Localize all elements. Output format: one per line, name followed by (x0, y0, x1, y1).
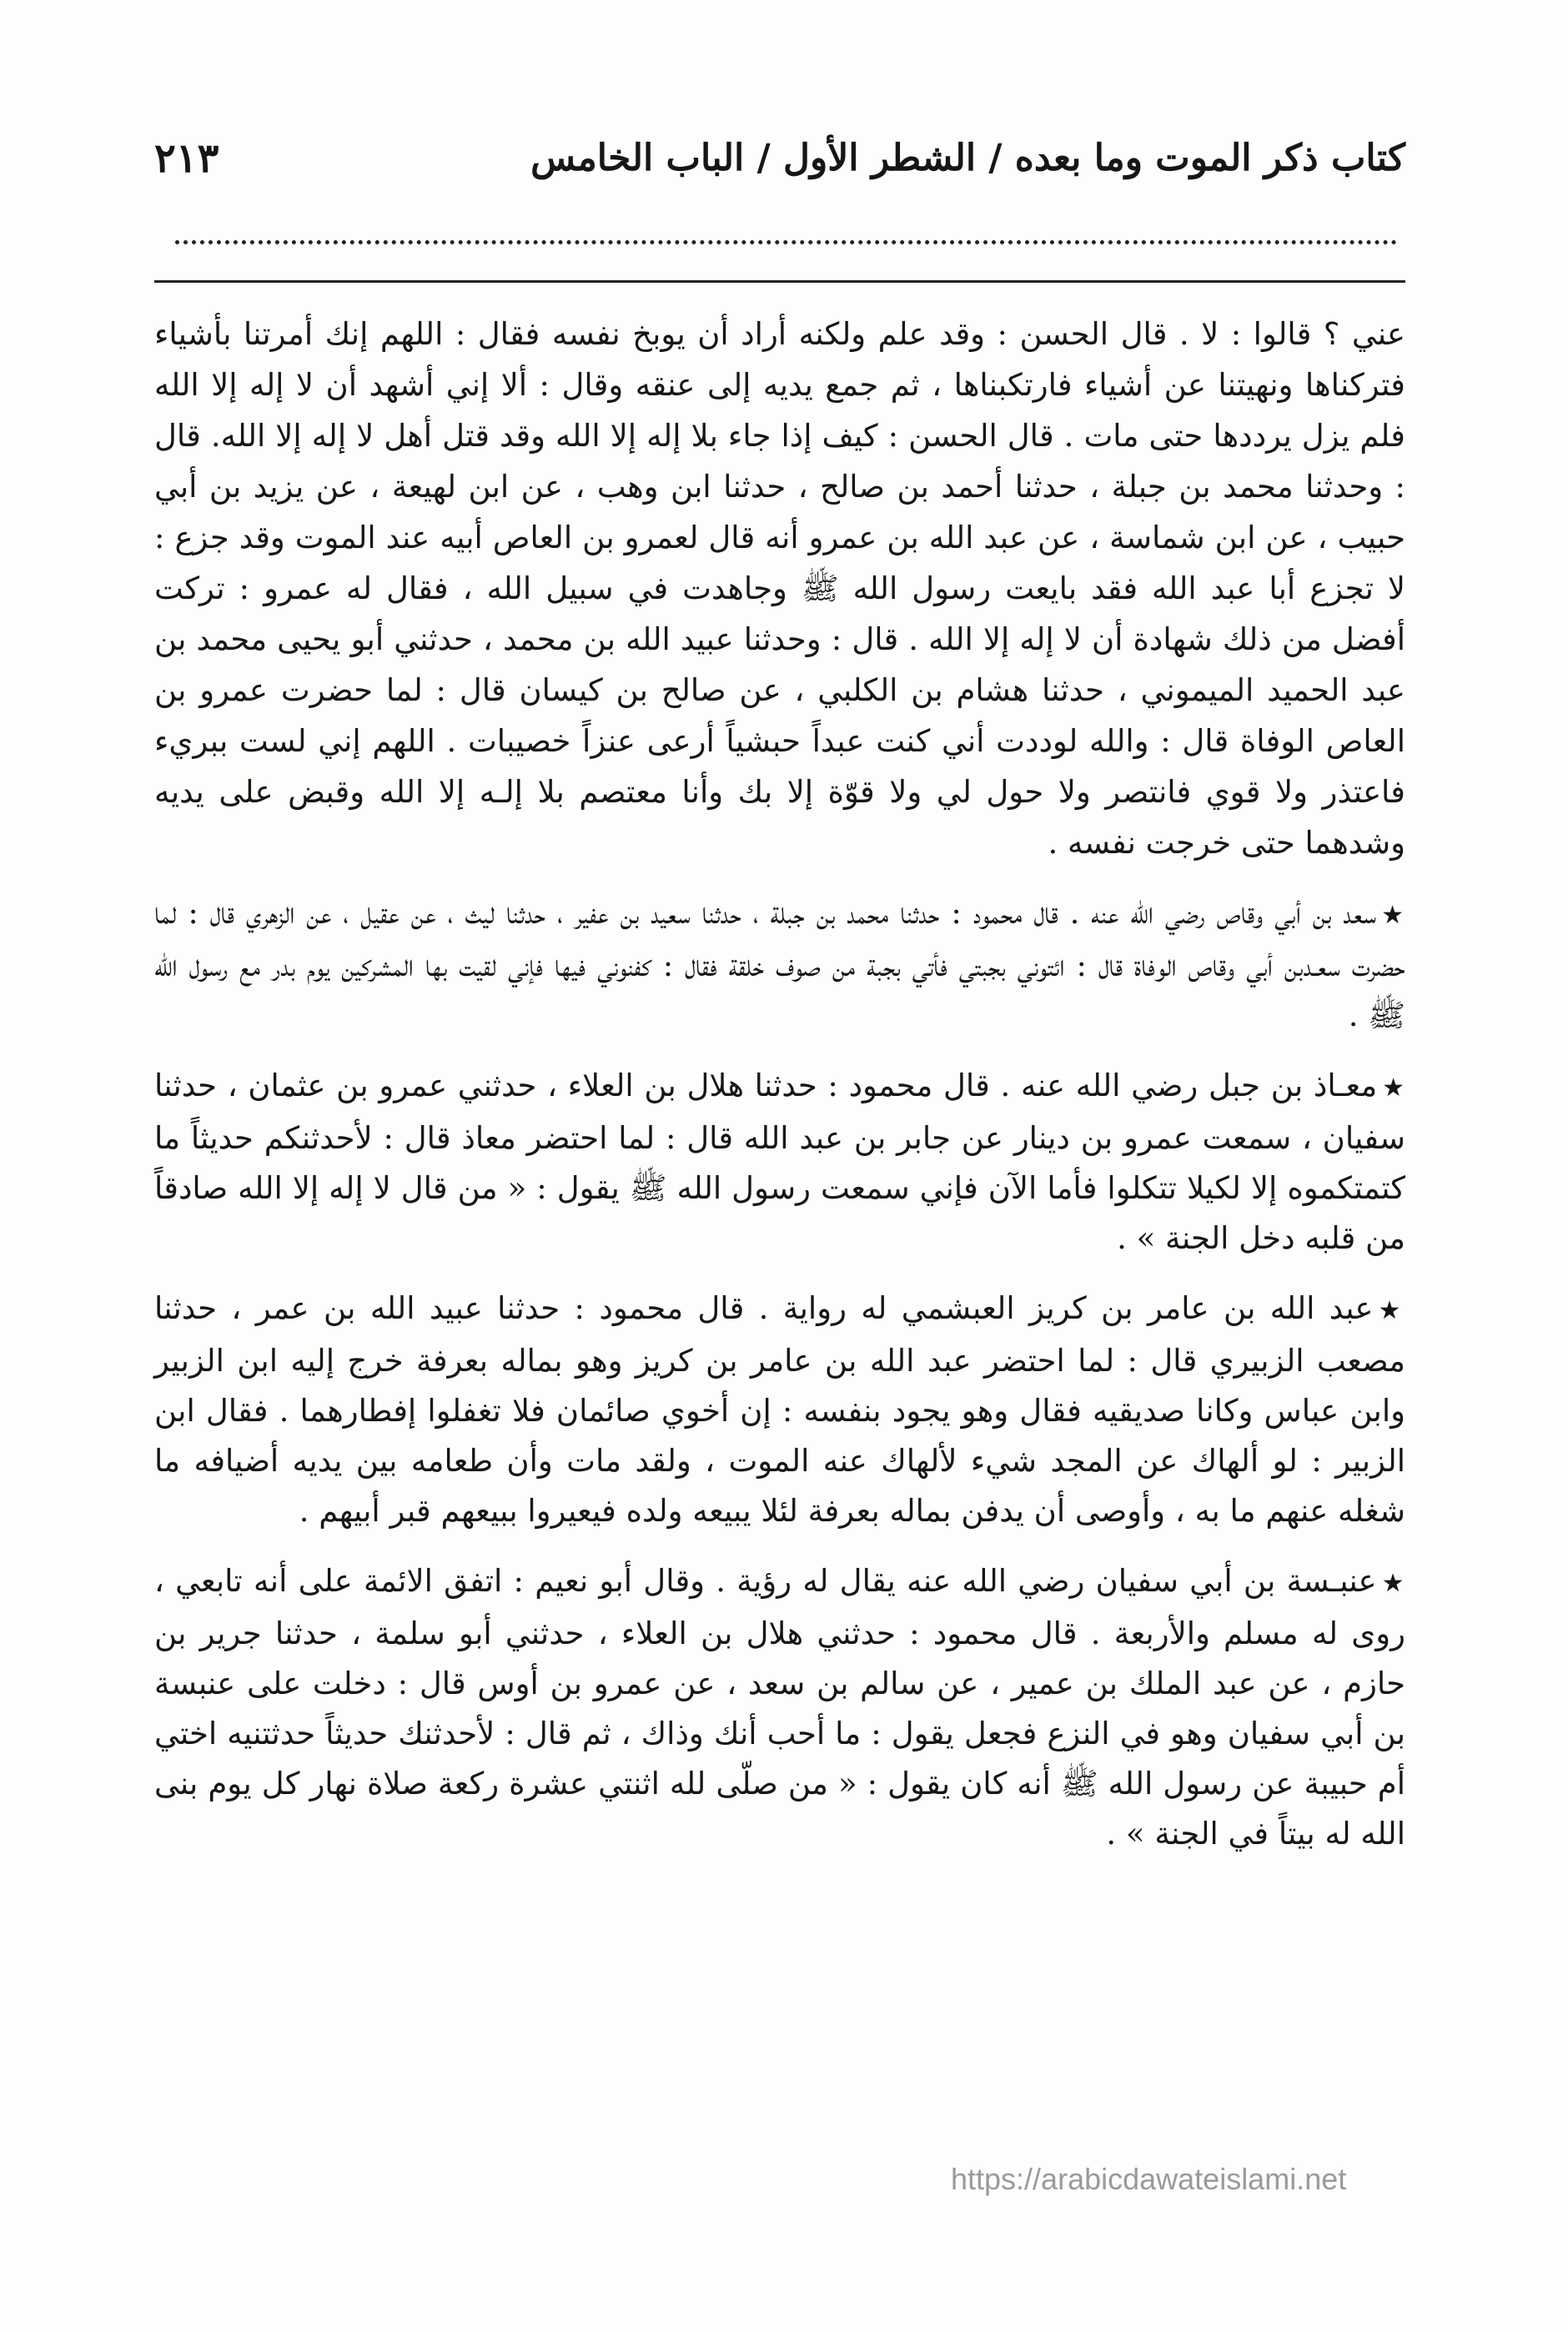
paragraph-2 (154, 888, 1405, 1041)
paragraph-5 (154, 1556, 1405, 1859)
paragraph-3 (154, 1061, 1405, 1264)
paragraph-1 (154, 309, 1405, 868)
paragraph-4 (154, 1284, 1405, 1536)
paragraph-text: عنبـسة بن أبي سفيان رضي الله عنه يقال له رؤية . وقال أبو نعيم : اتفق الائمة على أنه تابعي ، روى له مسلم والأربعة . قال محمود : حدثني هلال بن العلاء ، حدثني أبو سلمة ، حدثنا جرير بن حازم ، عن عبد الملك بن عمير ، عن سالم بن سعد ، عن عمرو بن أوس قال : دخلت على عنبسة بن أبي سفيان وهو في النزع فجعل يقول : ما أحب أنك وذاك ، ثم قال : لأحدثنك حديثاً حدثتنيه اختي أم حبيبة عن رسول الله ﷺ أنه كان يقول : « من صلّى لله اثنتي عشرة ركعة صلاة نهار كل يوم بنى الله له بيتاً في الجنة » . (154, 1563, 1405, 1852)
paragraph-text: سعد بن أبي وقاص رضي الله عنه . قال محمود : حدثنا محمد بن جبلة ، حدثنا سعيد بن عفير ، حدثنا ليث ، عن عقيل ، عن الزهري قال : لما حضرت سعـدبن أبي وقاص الوفاة قال : ائتوني بجبتي فأتي بجبة من صوف خلقة فقال : كفنوني فيها فإني لقيت بها المشركين يوم بدر مع رسول الله ﷺ . (154, 895, 1405, 1033)
star-marker: ★ (1378, 1296, 1406, 1325)
main-text (154, 309, 1405, 1859)
star-marker: ★ (1381, 901, 1405, 930)
dotted-divider (175, 240, 1397, 244)
header-rule (154, 280, 1405, 283)
star-marker: ★ (1382, 1073, 1405, 1103)
paragraph-text: معـاذ بن جبل رضي الله عنه . قال محمود : حدثنا هلال بن العلاء ، حدثني عمرو بن عثمان ، حدثنا سفيان ، سمعت عمرو بن دينار عن جابر بن عبد الله قال : لما احتضر معاذ قال : لأحدثنكم حديثاً ما كتمتكموه إلا لكيلا تتكلوا فأما الآن فإني سمعت رسول الله ﷺ يقول : « من قال لا إله إلا الله صادقاً من قلبه دخل الجنة » . (154, 1068, 1405, 1256)
paragraph-text: عني ؟ قالوا : لا . قال الحسن : وقد علم ولكنه أراد أن يوبخ نفسه فقال : اللهم إنك أمرتنا بأشياء فتركناها ونهيتنا عن أشياء فارتكبناها ، ثم جمع يديه إلى عنقه وقال : ألا إني أشهد أن لا إله إلا الله فلم يزل يرددها حتى مات . قال الحسن : كيف إذا جاء بلا إله إلا الله وقد قتل أهل لا إله إلا الله. قال : وحدثنا محمد بن جبلة ، حدثنا أحمد بن صالح ، حدثنا ابن وهب ، عن ابن لهيعة ، عن يزيد بن أبي حبيب ، عن ابن شماسة ، عن عبد الله بن عمرو أنه قال لعمرو بن العاص أبيه عند الموت وقد جزع : لا تجزع أبا عبد الله فقد بايعت رسول الله ﷺ وجاهدت في سبيل الله ، فقال له عمرو : تركت أفضل من ذلك شهادة أن لا إله إلا الله . قال : وحدثنا عبيد الله بن محمد ، حدثني أبو يحيى محمد بن عبد الحميد الميموني ، حدثنا هشام بن الكلبي ، عن صالح بن كيسان قال : لما حضرت عمرو بن العاص الوفاة قال : والله لوددت أني كنت عبداً حبشياً أرعى عنزاً خصيبات . اللهم إني لست ببريء فاعتذر ولا قوي فانتصر ولا حول لي ولا قوّة إلا بك وأنا معتصم بلا إلـه إلا الله وقبض على يديه وشدهما حتى خرجت نفسه . (154, 316, 1405, 861)
page-number: ٢١٣ (154, 135, 219, 182)
running-header (154, 125, 1405, 192)
paragraph-text: عبد الله بن عامر بن كريز العبشمي له رواية . قال محمود : حدثنا عبيد الله بن عمر ، حدثنا مصعب الزبيري قال : لما احتضر عبد الله بن عامر بن كريز وهو بماله بعرفة خرج إليه ابن الزبير وابن عباس وكانا صديقيه فقال وهو يجود بنفسه : إن أخوي صائمان فلا تغفلوا إفطارهما . فقال ابن الزبير : لو ألهاك عن المجد شيء لألهاك عنه الموت ، ولقد مات وأن طعامه بين يديه أضيافه ما شغله عنهم ما به ، وأوصى أن يدفن بماله بعرفة لئلا يبيعه ولده فيعيروا ببيعهم قبر أبيهم . (154, 1290, 1405, 1529)
running-title: كتاب ذكر الموت وما بعده / الشطر الأول / الباب الخامس (530, 137, 1405, 179)
star-marker: ★ (1381, 1569, 1405, 1598)
watermark-url: https://arabicdawateislami.net (951, 2162, 1347, 2196)
